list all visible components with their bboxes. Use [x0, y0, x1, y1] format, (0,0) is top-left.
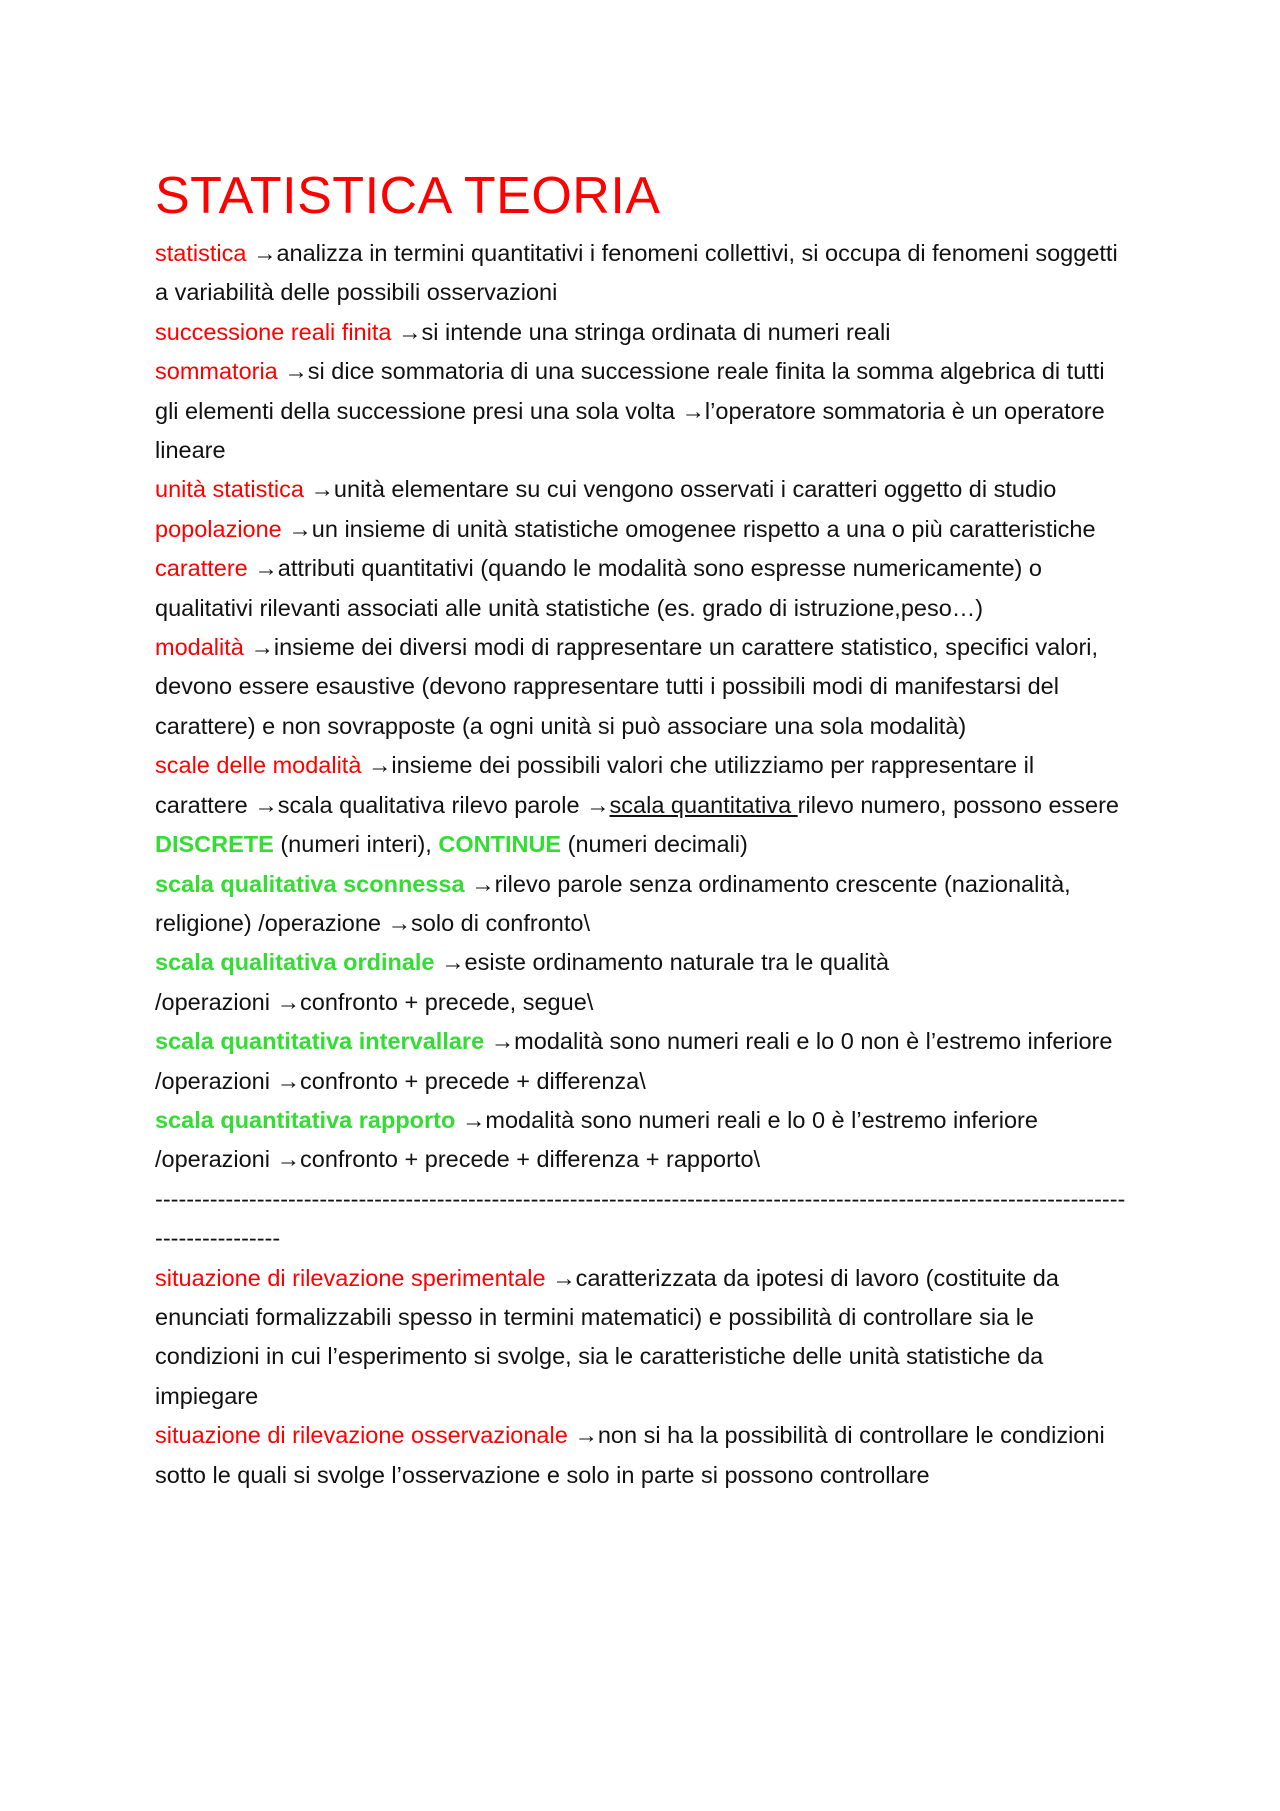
- definition-sommatoria: [155, 352, 1130, 470]
- term: carattere: [155, 555, 248, 582]
- definition-scala-intervallare: [155, 1022, 1130, 1061]
- term: modalità: [155, 634, 244, 661]
- definition-scale-modalita: [155, 746, 1130, 864]
- definition: →caratterizzata da ipotesi di lavoro (costituite da enunciati formalizzabili spesso in termini matematici) e possibilità di controllare sia le condizioni in cui l’esperimento si svolge, sia le caratteristiche delle unità statistiche da impiegare: [155, 1264, 1059, 1409]
- note: (numeri interi),: [273, 831, 439, 858]
- operations-line: /operazioni →confronto + precede + differenza + rapporto\: [155, 1146, 761, 1173]
- operations-line: /operazioni →confronto + precede + differenza\: [155, 1067, 646, 1094]
- definition: →modalità sono numeri reali e lo 0 è l’estremo inferiore: [455, 1106, 1038, 1133]
- term: scala qualitativa ordinale: [155, 949, 435, 976]
- term: scala qualitativa sconnessa: [155, 870, 465, 897]
- term: scala quantitativa intervallare: [155, 1028, 485, 1055]
- term: sommatoria: [155, 358, 278, 385]
- operations-line: /operazioni →confronto + precede, segue\: [155, 988, 594, 1015]
- definition: rilevo numero, possono essere: [797, 791, 1120, 818]
- term: statistica: [155, 240, 247, 266]
- definition: →analizza in termini quantitativi i fenomeni collettivi, si occupa di fenomeni soggetti a variabilità delle possibili osservazioni: [155, 240, 1118, 306]
- term: successione reali finita: [155, 318, 392, 345]
- definition: →esiste ordinamento naturale tra le qualità: [434, 949, 890, 976]
- page-title: STATISTICA TEORIA: [155, 167, 661, 225]
- definition: →modalità sono numeri reali e lo 0 non è l’estremo inferiore: [484, 1028, 1113, 1055]
- definition: →insieme dei diversi modi di rappresentare un carattere statistico, specifici valori, devono essere esaustive (devono rappresentare tutti i possibili modi di manifestarsi del carattere) e non sovrapposte (a ogni unità si può associare una sola modalità): [155, 634, 1099, 739]
- separator-line: --------------------------------------------------------------------------------------------------------------------------------------------: [155, 1185, 1126, 1252]
- term: situazione di rilevazione osservazionale: [155, 1422, 568, 1449]
- definition: →un insieme di unità statistiche omogenee rispetto a una o più caratteristiche: [281, 515, 1096, 542]
- definition-scala-ordinale: [155, 943, 1130, 982]
- definition-scala-rapporto: [155, 1101, 1130, 1140]
- term: scale delle modalità: [155, 752, 362, 779]
- definition-rilevazione-sperimentale: [155, 1259, 1130, 1417]
- definition: →rilevo parole senza ordinamento crescente (nazionalità, religione) /operazione →solo di confronto\: [155, 870, 1071, 936]
- definition: →non si ha la possibilità di controllare le condizioni sotto le quali si svolge l’osservazione e solo in parte si possono controllare: [155, 1422, 1105, 1488]
- definition-statistica: [155, 234, 1130, 313]
- definition-rilevazione-osservazionale: [155, 1416, 1130, 1495]
- term: scala quantitativa rapporto: [155, 1106, 456, 1133]
- definition: →unità elementare su cui vengono osservati i caratteri oggetto di studio: [303, 476, 1057, 503]
- term: situazione di rilevazione sperimentale: [155, 1264, 546, 1291]
- definition-modalita: [155, 628, 1130, 746]
- note: (numeri decimali): [561, 831, 748, 858]
- definition-popolazione: [155, 510, 1130, 549]
- keyword-discrete: DISCRETE: [155, 831, 274, 858]
- definition-unita-statistica: [155, 470, 1130, 509]
- definition-successione: [155, 313, 1130, 352]
- definition-carattere: [155, 549, 1130, 628]
- underlined-text: scala quantitativa: [609, 791, 798, 818]
- keyword-continue: CONTINUE: [438, 831, 562, 858]
- definition: →si intende una stringa ordinata di numeri reali: [391, 318, 891, 345]
- term: popolazione: [155, 515, 282, 542]
- definition: →attributi quantitativi (quando le modalità sono espresse numericamente) o qualitativi rilevanti associati alle unità statistiche (es. grado di istruzione,peso…): [155, 555, 1042, 621]
- document-body: [155, 234, 1130, 1495]
- definition: →si dice sommatoria di una successione reale finita la somma algebrica di tutti gli elementi della successione presi una sola volta →l’operatore sommatoria è un operatore lineare: [155, 358, 1105, 464]
- definition: →insieme dei possibili valori che utilizziamo per rappresentare il carattere →scala qualitativa rilevo parole →: [155, 752, 1035, 818]
- definition-scala-sconnessa: [155, 865, 1130, 944]
- term: unità statistica: [155, 476, 304, 503]
